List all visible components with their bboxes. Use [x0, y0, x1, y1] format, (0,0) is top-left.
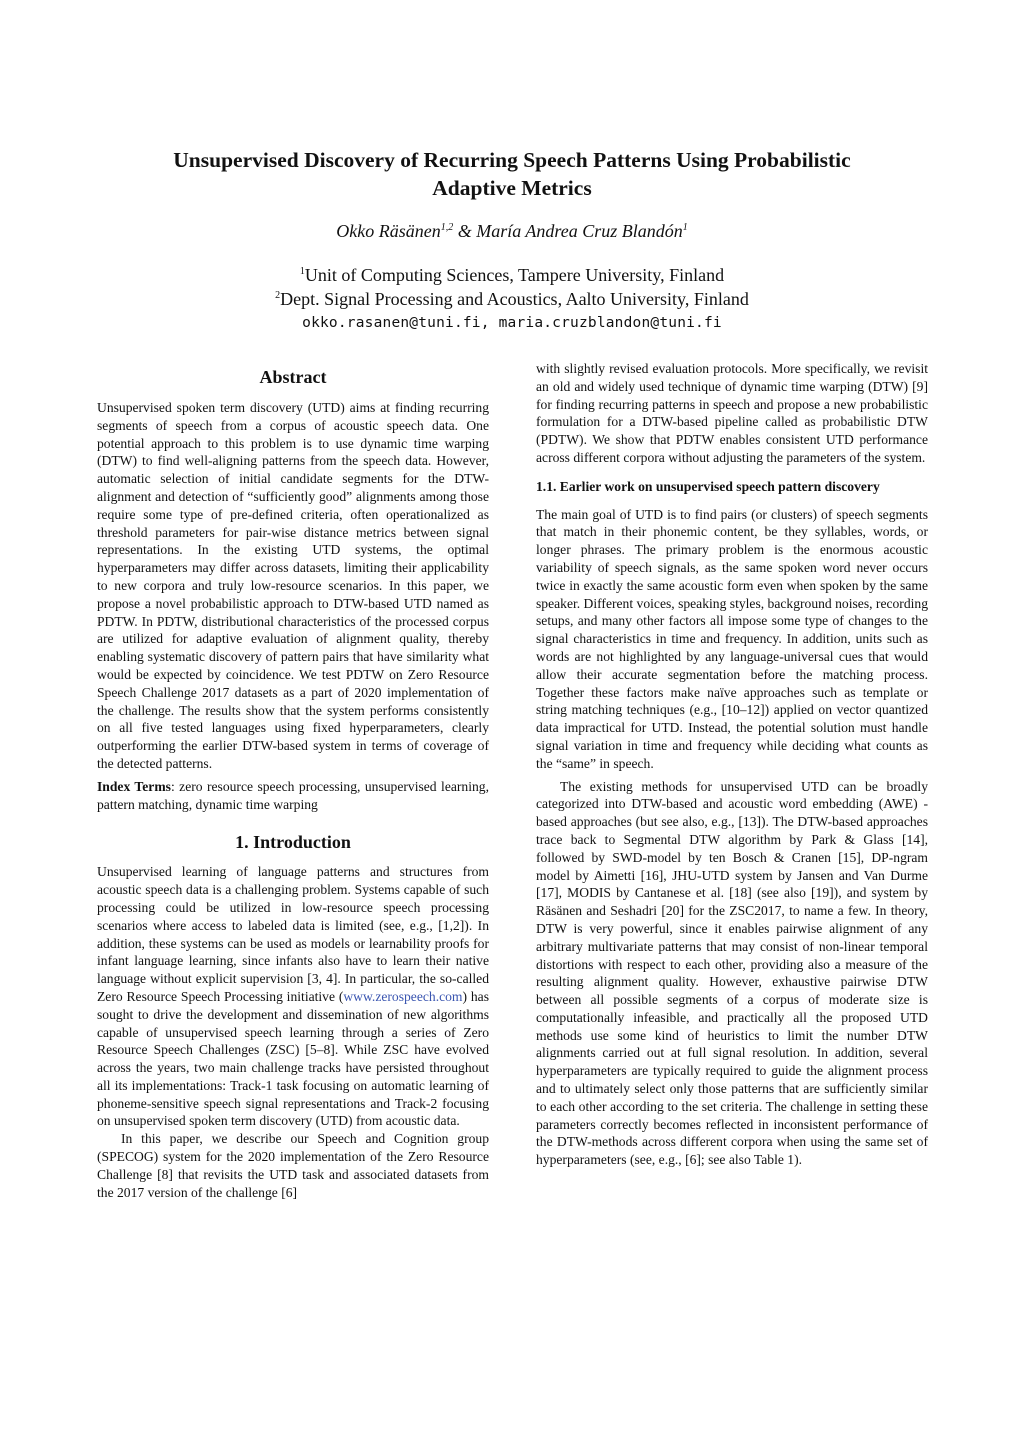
- index-terms-label: Index Terms: [97, 778, 171, 794]
- introduction-paragraph-2: In this paper, we describe our Speech and Cognition group (SPECOG) system for the 2020 implementation of the Zero Resource Challenge [8] that revisits the UTD task and associated datasets from the 2017 version of the challenge [6]: [97, 1131, 489, 1200]
- abstract-text: Unsupervised spoken term discovery (UTD) aims at finding recurring segments of speech from a corpus of acoustic speech data. One potential approach to this problem is to use dynamic time warping (DTW) to find well-aligning patterns from the speech data. However, automatic selection of initial candidate segments for the DTW-alignment and detection of “sufficiently good” alignments among those require some type of pre-defined criteria, often operationalized as threshold parameters for pair-wise distance metrics between signal representations. In the existing UTD systems, the optimal hyperparameters may differ across datasets, limiting their applicability to new corpora and truly low-resource scenarios. In this paper, we propose a novel probabilistic approach to DTW-based UTD named as PDTW. In PDTW, distributional characteristics of the processed corpus are utilized for adaptive evaluation of alignment quality, thereby enabling systematic discovery of pattern pairs that have similarity what would be expected by coincidence. We test PDTW on Zero Resource Speech Challenge 2017 datasets as a part of 2020 implementation of the challenge. The results show that the system performs consistently on all five tested languages using fixed hyperparameters, clearly outperforming the earlier DTW-based system in terms of coverage of the detected patterns.: [97, 400, 489, 771]
- index-terms-text: : zero resource speech processing, unsupervised learning, pattern matching, dynamic time warping: [97, 778, 489, 812]
- author-emails: okko.rasanen@tuni.fi, maria.cruzblandon@tuni.fi: [302, 315, 722, 331]
- affiliation-1-marker: 1: [299, 266, 305, 277]
- earlier-work-paragraph-2: The existing methods for unsupervised UTD can be broadly categorized into DTW-based and acoustic word embedding (AWE) -based approaches (but see also, e.g., [13]). The DTW-based approaches trace back to Segmental DTW algorithm by Park & Glass [14], followed by SWD-model by ten Bosch & Cranen [15], DP-ngram model by Aimetti [16], JHU-UTD system by Jansen and Van Durme [17], MODIS by Cantanese et al. [18] (see also [19]), and system by Räsänen and Seshadri [20] for the ZSC2017, to name a few. In theory, DTW is very powerful, since it enables pairwise alignment of any arbitrary multivariate patterns that may consist of non-linear temporal distortions with respect to each other, providing also a measure of the resulting alignment quality. However, exhaustive pairwise DTW between all possible segments of a corpus of moderate size is computationally infeasible, and practically all the proposed UTD methods use some kind of heuristics to limit the number DTW alignments carried out at full signal resolution. In addition, several hyperparameters are typically required to guide the alignment process and to ultimately select only those patterns that are sufficiently similar to each other according to the set criteria. The challenge in setting these parameters correctly becomes reflected in inconsistent performance of the DTW-methods across different corpora when using the same set of hyperparameters (see, e.g., [6]; see also Table 1).: [536, 778, 928, 1168]
- title-line-1: Unsupervised Discovery of Recurring Speech Patterns Using Probabilistic: [173, 148, 851, 172]
- earlier-work-heading: 1.1. Earlier work on unsupervised speech pattern discovery: [536, 478, 880, 494]
- introduction-paragraph-2-continued: with slightly revised evaluation protocols. More specifically, we revisit an old and widely used technique of dynamic time warping (DTW) [9] for finding recurring patterns in speech and propose a new probabilistic formulation for a DTW-based pipeline called as probabilistic DTW (PDTW). We show that PDTW enables consistent UTD performance across different corpora without adjusting the parameters of the system.: [536, 361, 928, 465]
- author-2: María Andrea Cruz Blandón: [476, 221, 683, 241]
- affiliation-1: [100, 263, 924, 287]
- affiliation-1-text: Unit of Computing Sciences, Tampere University, Finland: [304, 265, 725, 285]
- earlier-work-paragraph-1: The main goal of UTD is to find pairs (or clusters) of speech segments that match in their phonemic content, be they syllables, words, or longer phrases. The primary problem is the enormous acoustic variability of speech signals, as the same spoken word never occurs twice in exactly the same acoustic form even when spoken by the same speaker. Different voices, speaking styles, background noises, recording setups, and many other factors all impose some type of changes to the signal characteristics in time and frequency. In addition, units such as words are not highlighted by any language-universal cues that would allow their accurate segmentation before the matching process. Together these factors make naïve approaches such as template or string matching techniques (e.g., [10–12]) applied on vector quantized data impractical for UTD. Instead, the potential solution must handle signal variation in time and frequency while deciding what counts as the “same” in speech.: [536, 506, 928, 771]
- introduction-paragraph-1: [97, 863, 489, 1130]
- author-1-affiliation-marker: 1,2: [440, 222, 454, 233]
- author-1: Okko Räsänen: [336, 221, 441, 241]
- abstract-heading: Abstract: [259, 367, 327, 387]
- affiliation-2: [100, 287, 924, 311]
- author-separator: &: [453, 221, 477, 241]
- title-line-2: Adaptive Metrics: [432, 176, 592, 200]
- zerospeech-link[interactable]: www.zerospeech.com: [343, 988, 463, 1004]
- affiliations: [100, 263, 924, 335]
- index-terms: [97, 778, 489, 814]
- introduction-heading: 1. Introduction: [235, 832, 351, 853]
- paper-title: [100, 146, 924, 202]
- intro-p1-text-a: Unsupervised learning of language patterns and structures from acoustic speech data is a challenging problem. Systems capable of such processing could be utilized in low-resource speech processing scenarios where access to labeled data is limited (see, e.g., [1,2]). In addition, these systems can be used as models or learnability proofs for infant language learning, since infants also have to learn their native language without explicit supervision [3, 4]. In particular, the so-called Zero Resource Speech Processing initiative (: [97, 864, 489, 1004]
- left-column: [97, 360, 489, 1201]
- affiliation-2-marker: 2: [275, 290, 281, 301]
- author-2-affiliation-marker: 1: [682, 222, 688, 233]
- affiliation-2-text: Dept. Signal Processing and Acoustics, Aalto University, Finland: [280, 289, 749, 309]
- right-column: [536, 360, 928, 1169]
- intro-p1-text-b: ) has sought to drive the development and dissemination of new algorithms capable of unsupervised speech learning through a series of Zero Resource Speech Challenges (ZSC) [5–8]. While ZSC have evolved across the years, two main challenge tracks have persisted throughout all its implementations: Track-1 task focusing on automatic learning of phoneme-sensitive speech signal representations and Track-2 focusing on unsupervised spoken term discovery (UTD) from acoustic data.: [97, 988, 489, 1129]
- author-list: [100, 219, 924, 243]
